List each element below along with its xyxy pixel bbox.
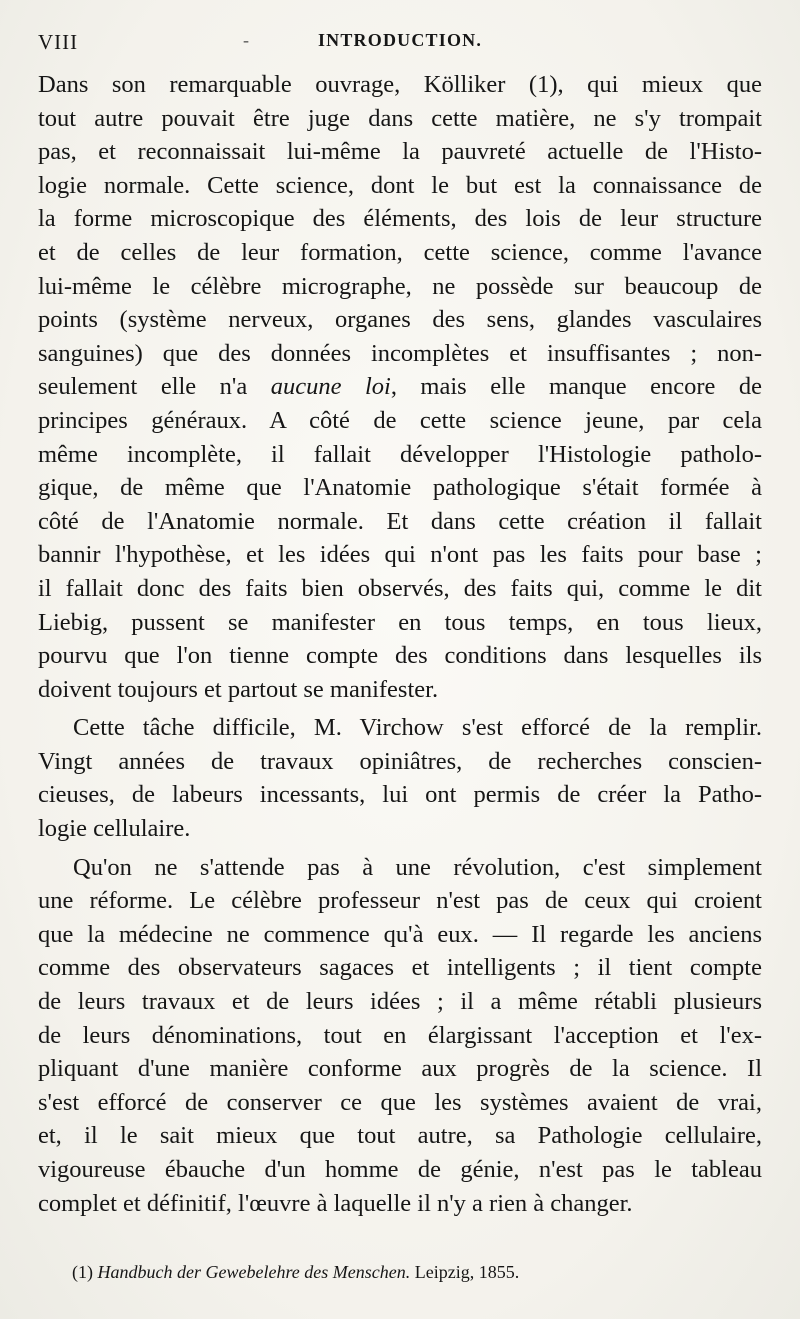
- text-line: points (système nerveux, organes des sens, glandes vasculaires: [38, 306, 762, 334]
- text-line: logie normale. Cette science, dont le but est la connaissance de: [38, 171, 762, 199]
- text-line: et, il le sait mieux que tout autre, sa Pathologie cellulaire,: [38, 1122, 762, 1150]
- text-line: gique, de même que l'Anatomie pathologique s'était formée à: [38, 474, 762, 502]
- page-number: VIII: [38, 30, 79, 54]
- paragraph-3: [38, 851, 762, 1221]
- text-line: seulement elle n'a aucune loi, mais elle manque encore de: [38, 373, 762, 401]
- text-line: que la médecine ne commence qu'à eux. — Il regarde les anciens: [38, 920, 762, 948]
- text-line: principes généraux. A côté de cette science jeune, par cela: [38, 406, 762, 434]
- text-line: sanguines) que des données incomplètes et insuffisantes ; non-: [38, 339, 762, 367]
- page-header: [38, 30, 762, 58]
- text-line: cieuses, de labeurs incessants, lui ont permis de créer la Patho-: [38, 781, 762, 809]
- text-line: Qu'on ne s'attende pas à une révolution, c'est simplement: [73, 853, 762, 881]
- text-line: Vingt années de travaux opiniâtres, de recherches conscien-: [38, 747, 762, 775]
- text-line: même incomplète, il fallait développer l'Histologie patholo-: [38, 440, 762, 468]
- text-line: la forme microscopique des éléments, des lois de leur structure: [38, 205, 762, 233]
- text-line: bannir l'hypothèse, et les idées qui n'ont pas les faits pour base ;: [38, 541, 762, 569]
- footnote: [72, 1260, 712, 1284]
- text-line: pas, et reconnaissait lui-même la pauvreté actuelle de l'Histo-: [38, 138, 762, 166]
- text-line: pliquant d'une manière conforme aux progrès de la science. Il: [38, 1055, 762, 1083]
- footnote-marker: (1): [72, 1262, 93, 1282]
- footnote-title: Handbuch der Gewebelehre des Menschen.: [97, 1262, 411, 1282]
- paragraph-2: [38, 711, 762, 845]
- text-line: Cette tâche difficile, M. Virchow s'est efforcé de la remplir.: [73, 714, 762, 742]
- text-line: vigoureuse ébauche d'un homme de génie, n'est pas le tableau: [38, 1156, 762, 1183]
- text-line: de leurs travaux et de leurs idées ; il a même rétabli plusieurs: [38, 988, 762, 1016]
- paragraph-1: [38, 68, 762, 706]
- text-line: lui-même le célèbre micrographe, ne possède sur beaucoup de: [38, 272, 762, 300]
- text-line: comme des observateurs sagaces et intelligents ; il tient compte: [38, 954, 762, 982]
- text-line: pourvu que l'on tienne compte des conditions dans lesquelles ils: [38, 642, 762, 670]
- text-line: tout autre pouvait être juge dans cette matière, ne s'y trompait: [38, 104, 762, 132]
- body-text: [38, 68, 762, 1220]
- text-line: s'est efforcé de conserver ce que les systèmes avaient de vrai,: [38, 1088, 762, 1116]
- emphasis: aucune loi: [270, 373, 391, 401]
- text-line: doivent toujours et partout se manifester.: [38, 675, 439, 703]
- text-line: il fallait donc des faits bien observés, des faits qui, comme le dit: [38, 574, 762, 602]
- text-line: côté de l'Anatomie normale. Et dans cette création il fallait: [38, 507, 762, 535]
- text-line: Liebig, pussent se manifester en tous temps, en tous lieux,: [38, 608, 762, 636]
- text-line: complet et définitif, l'œuvre à laquelle il n'y a rien à changer.: [38, 1189, 633, 1217]
- running-title: INTRODUCTION.: [317, 30, 483, 50]
- text-line: de leurs dénominations, tout en élargissant l'acception et l'ex-: [38, 1021, 762, 1049]
- footnote-place-year: Leipzig, 1855.: [414, 1262, 520, 1282]
- text-line: une réforme. Le célèbre professeur n'est pas de ceux qui croient: [38, 887, 762, 915]
- header-mark: -: [243, 30, 249, 50]
- text-line: et de celles de leur formation, cette science, comme l'avance: [38, 238, 762, 266]
- text-line: logie cellulaire.: [38, 815, 191, 843]
- text-line: Dans son remarquable ouvrage, Kölliker (1), qui mieux que: [38, 71, 762, 98]
